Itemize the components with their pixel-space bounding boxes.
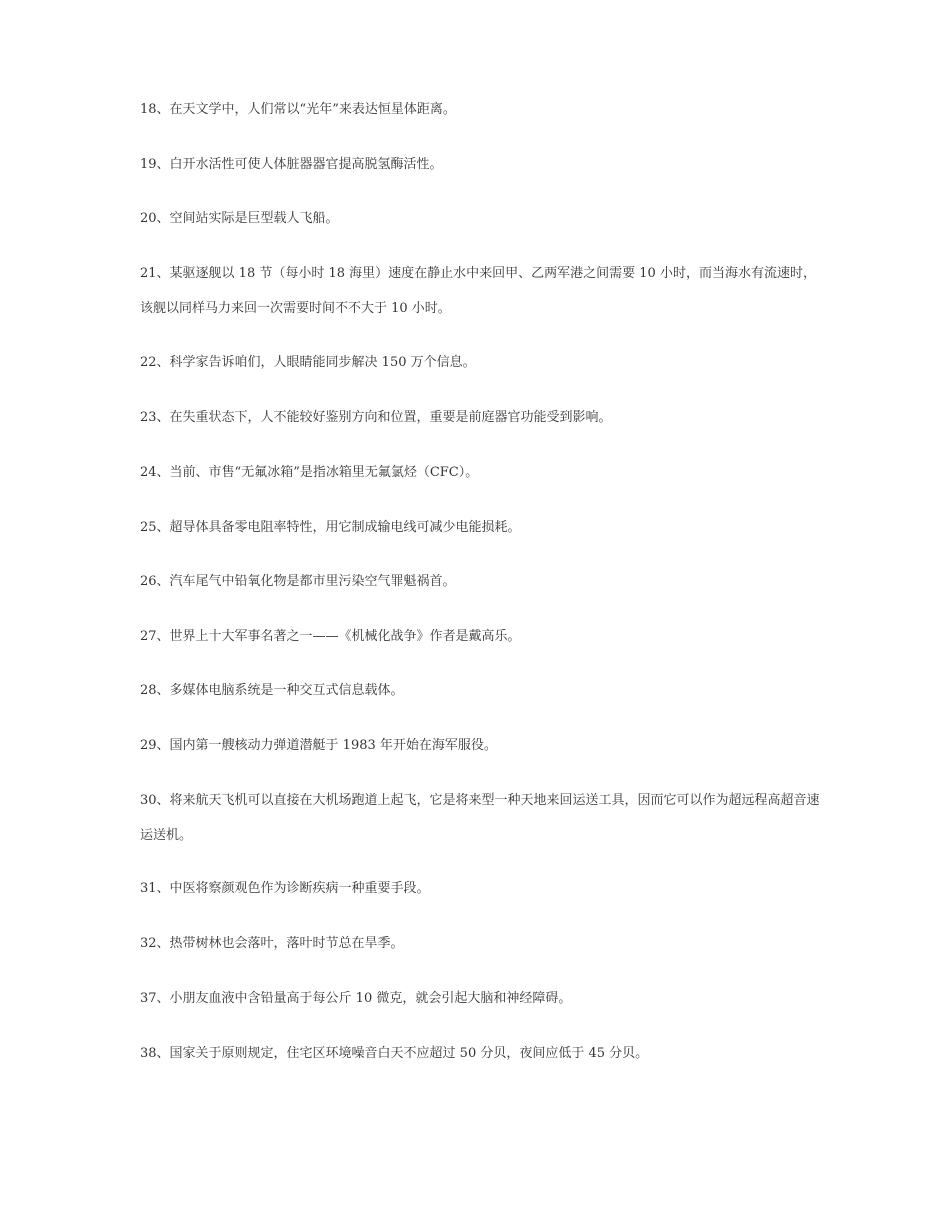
item-21: 21、某驱逐舰以 18 节（每小时 18 海里）速度在静止水中来回甲、乙两军港之间需要 10 小时，而当海水有流速时，该舰以同样马力来回一次需要时间不不大于 10 小时。 [140,266,816,316]
item-26: 26、汽车尾气中铅氧化物是都市里污染空气罪魁祸首。 [140,574,456,589]
item-19: 19、白开水活性可使人体脏器器官提高脱氢酶活性。 [140,157,443,172]
item-23: 23、在失重状态下，人不能较好鉴别方向和位置，重要是前庭器官功能受到影响。 [140,410,612,425]
item-27: 27、世界上十大军事名著之一——《机械化战争》作者是戴高乐。 [140,629,521,644]
item-38: 38、国家关于原则规定，住宅区环境噪音白天不应超过 50 分贝，夜间应低于 45 分贝。 [140,1046,649,1061]
item-25: 25、超导体具备零电阻率特性，用它制成输电线可减少电能损耗。 [140,520,521,535]
item-29: 29、国内第一艘核动力弹道潜艇于 1983 年开始在海军服役。 [140,738,497,753]
item-18: 18、在天文学中，人们常以“光年”来表达恒星体距离。 [140,102,456,117]
item-30: 30、将来航天飞机可以直接在大机场跑道上起飞，它是将来型一种天地来回运送工具，因而它可以作为超远程高超音速运送机。 [140,793,820,843]
item-31: 31、中医将察颜观色作为诊断疾病一种重要手段。 [140,881,430,896]
item-24: 24、当前、市售“无氟冰箱”是指冰箱里无氟氯烃（CFC）。 [140,465,479,480]
item-28: 28、多媒体电脑系统是一种交互式信息载体。 [140,683,404,698]
item-20: 20、空间站实际是巨型载人飞船。 [140,211,339,226]
item-22: 22、科学家告诉咱们，人眼睛能同步解决 150 万个信息。 [140,355,476,370]
item-32: 32、热带树林也会落叶，落叶时节总在旱季。 [140,936,404,951]
item-37: 37、小朋友血液中含铅量高于每公斤 10 微克，就会引起大脑和神经障碍。 [140,991,572,1006]
